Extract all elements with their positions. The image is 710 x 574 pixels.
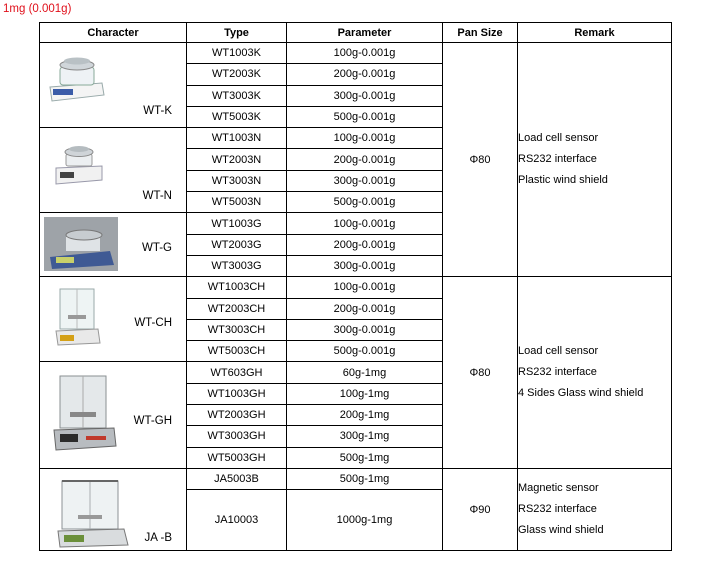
remark-line: Glass wind shield: [518, 524, 604, 537]
parameter-cell: 300g-0.001g: [287, 170, 443, 191]
type-cell: WT3003G: [187, 255, 287, 276]
parameter-cell: 500g-0.001g: [287, 341, 443, 362]
character-cell-wt-k: [40, 43, 187, 128]
pan-size-cell: Φ90: [443, 468, 518, 550]
type-cell: WT2003CH: [187, 298, 287, 319]
remark-line: Plastic wind shield: [518, 174, 608, 187]
type-cell: WT5003N: [187, 192, 287, 213]
parameter-cell: 300g-0.001g: [287, 85, 443, 106]
parameter-cell: 300g-0.001g: [287, 319, 443, 340]
character-cell-wt-g: [40, 213, 187, 277]
type-cell: WT3003K: [187, 85, 287, 106]
type-cell: WT1003G: [187, 213, 287, 234]
parameter-cell: 100g-0.001g: [287, 277, 443, 298]
type-cell: WT5003K: [187, 106, 287, 127]
parameter-cell: 200g-0.001g: [287, 64, 443, 85]
balance-photo-ja-b: [56, 475, 132, 549]
parameter-cell: 100g-0.001g: [287, 43, 443, 64]
remark-line: RS232 interface: [518, 503, 597, 516]
type-cell: WT2003G: [187, 234, 287, 255]
specification-table: [39, 22, 672, 551]
table-row: [40, 277, 672, 298]
type-cell: WT2003N: [187, 149, 287, 170]
type-cell: WT3003GH: [187, 426, 287, 447]
type-cell: JA10003: [187, 490, 287, 551]
parameter-cell: 100g-0.001g: [287, 128, 443, 149]
parameter-cell: 200g-0.001g: [287, 149, 443, 170]
parameter-cell: 500g-1mg: [287, 447, 443, 468]
character-cell-ja-b: [40, 468, 187, 550]
header-remark: Remark: [518, 23, 672, 43]
parameter-cell: 300g-1mg: [287, 426, 443, 447]
remark-cell: [518, 43, 672, 277]
header-parameter: Parameter: [287, 23, 443, 43]
remark-cell: [518, 277, 672, 469]
parameter-cell: 100g-1mg: [287, 383, 443, 404]
character-label: WT-N: [142, 190, 172, 203]
parameter-cell: 100g-0.001g: [287, 213, 443, 234]
type-cell: WT603GH: [187, 362, 287, 383]
type-cell: WT2003K: [187, 64, 287, 85]
type-cell: WT1003N: [187, 128, 287, 149]
character-label: WT-GH: [133, 414, 172, 427]
balance-photo-wt-n: [46, 134, 108, 188]
type-cell: WT1003GH: [187, 383, 287, 404]
pan-size-cell: Φ80: [443, 43, 518, 277]
remark-cell: [518, 468, 672, 550]
header-pan-size: Pan Size: [443, 23, 518, 43]
parameter-cell: 200g-0.001g: [287, 298, 443, 319]
pan-size-cell: Φ80: [443, 277, 518, 469]
balance-photo-wt-g: [44, 217, 118, 271]
character-cell-wt-gh: [40, 362, 187, 468]
remark-line: Load cell sensor: [518, 345, 599, 358]
character-label: WT-CH: [134, 317, 172, 330]
parameter-cell: 60g-1mg: [287, 362, 443, 383]
parameter-cell: 1000g-1mg: [287, 490, 443, 551]
header-row: [40, 23, 672, 43]
type-cell: WT1003CH: [187, 277, 287, 298]
balance-photo-wt-ch: [54, 285, 106, 351]
character-label: JA -B: [144, 532, 172, 545]
character-cell-wt-ch: [40, 277, 187, 362]
table-row: [40, 43, 672, 64]
parameter-cell: 500g-1mg: [287, 468, 443, 489]
parameter-cell: 500g-0.001g: [287, 106, 443, 127]
character-label: WT-K: [143, 105, 172, 118]
type-cell: WT5003GH: [187, 447, 287, 468]
parameter-cell: 200g-1mg: [287, 405, 443, 426]
table-caption: 1mg (0.001g): [3, 3, 72, 15]
character-label: WT-G: [141, 242, 172, 255]
character-cell-wt-n: [40, 128, 187, 213]
type-cell: WT3003N: [187, 170, 287, 191]
type-cell: WT3003CH: [187, 319, 287, 340]
balance-photo-wt-gh: [52, 372, 118, 454]
type-cell: WT2003GH: [187, 405, 287, 426]
type-cell: WT1003K: [187, 43, 287, 64]
parameter-cell: 300g-0.001g: [287, 255, 443, 276]
type-cell: JA5003B: [187, 468, 287, 489]
remark-line: RS232 interface: [518, 366, 597, 379]
remark-line: Magnetic sensor: [518, 482, 599, 495]
parameter-cell: 500g-0.001g: [287, 192, 443, 213]
table-row: [40, 468, 672, 489]
remark-line: Load cell sensor: [518, 132, 599, 145]
balance-photo-wt-k: [46, 49, 108, 103]
parameter-cell: 200g-0.001g: [287, 234, 443, 255]
header-character: Character: [40, 23, 187, 43]
header-type: Type: [187, 23, 287, 43]
remark-line: 4 Sides Glass wind shield: [518, 387, 644, 400]
type-cell: WT5003CH: [187, 341, 287, 362]
remark-line: RS232 interface: [518, 153, 597, 166]
